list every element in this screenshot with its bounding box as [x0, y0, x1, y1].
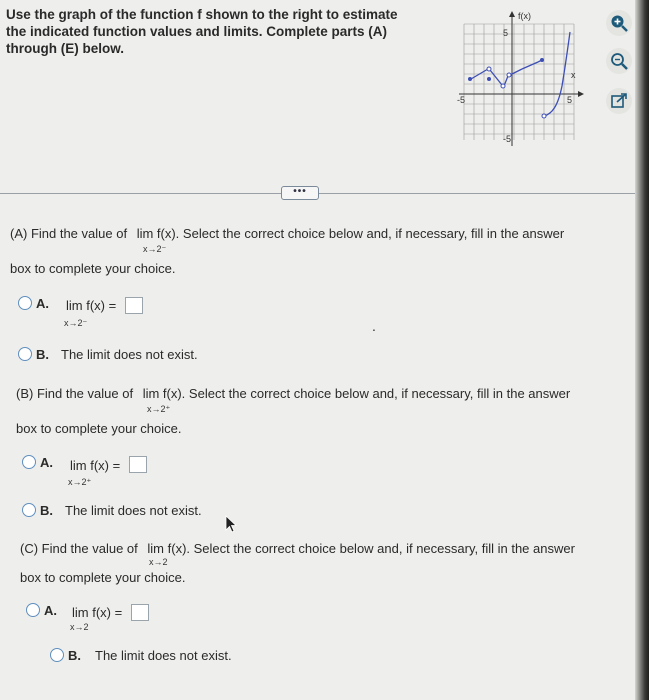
partC-option-b-text: The limit does not exist. [95, 648, 232, 663]
tick-label-bottom: -5 [503, 134, 512, 144]
partA-prompt-pre: (A) Find the value of [10, 226, 128, 241]
tick-label-top: 5 [503, 28, 509, 38]
zoom-out-icon[interactable] [606, 48, 632, 74]
partB-option-a-expr: lim f(x) = [70, 458, 121, 473]
expand-more-button[interactable]: ••• [281, 186, 319, 200]
partA-prompt-post: Select the correct choice below and, if necessary, fill in the answer [182, 226, 565, 241]
graph-grid [464, 24, 574, 140]
partB-prompt-lim: lim f(x). [142, 386, 186, 401]
right-edge-shadow [635, 0, 649, 700]
partB-prompt-sub: x→2⁺ [147, 404, 171, 414]
partB-prompt-line2: box to complete your choice. [16, 421, 182, 436]
partC-option-a-letter: A. [44, 603, 57, 618]
partB-option-b-radio[interactable] [22, 503, 36, 517]
partA-prompt-sub: x→2⁻ [143, 244, 167, 254]
partC-prompt [20, 541, 632, 557]
partB-option-b-text: The limit does not exist. [65, 503, 202, 518]
partC-prompt-post: Select the correct choice below and, if necessary, fill in the answer [193, 541, 575, 556]
open-external-icon[interactable] [606, 88, 632, 114]
partC-answer-box[interactable] [131, 604, 149, 621]
partC-option-a-sub: x→2 [70, 622, 89, 632]
y-axis-label: f(x) [518, 11, 531, 21]
x-axis-label: x [571, 70, 576, 80]
partC-option-a-radio[interactable] [26, 603, 40, 617]
tick-label-left: -5 [457, 95, 466, 105]
partA-option-b-text: The limit does not exist. [61, 347, 198, 362]
partA-answer-box[interactable] [125, 297, 143, 314]
partC-prompt-line2: box to complete your choice. [20, 570, 186, 585]
partB-prompt-post: Select the correct choice below and, if necessary, fill in the answer [188, 386, 571, 401]
partB-prompt-pre: (B) Find the value of [16, 386, 134, 401]
partB-answer-box[interactable] [129, 456, 147, 473]
partB-option-a-sub: x→2⁺ [68, 477, 92, 487]
partB-option-b-letter: B. [40, 503, 53, 518]
partC-option-b-radio[interactable] [50, 648, 64, 662]
partA-option-a-sub: x→2⁻ [64, 318, 88, 328]
zoom-in-icon[interactable] [606, 10, 632, 36]
partA-prompt-line2: box to complete your choice. [10, 261, 176, 276]
partC-option-b-letter: B. [68, 648, 81, 663]
partA-prompt [10, 226, 630, 242]
partA-option-a-radio[interactable] [18, 296, 32, 310]
partC-prompt-sub: x→2 [149, 557, 168, 567]
partA-option-b-radio[interactable] [18, 347, 32, 361]
partB-option-a-radio[interactable] [22, 455, 36, 469]
partC-option-a-expr: lim f(x) = [72, 605, 123, 620]
partB-prompt [16, 386, 631, 402]
partA-prompt-lim: lim f(x). [136, 226, 180, 241]
partA-option-a-letter: A. [36, 296, 49, 311]
mouse-cursor-icon [224, 514, 238, 534]
partA-option-a-expr: lim f(x) = [66, 298, 117, 313]
function-graph [454, 6, 584, 156]
tick-label-right: 5 [567, 95, 573, 105]
partB-option-a-letter: A. [40, 455, 53, 470]
partC-prompt-pre: (C) Find the value of [20, 541, 138, 556]
partC-prompt-lim: lim f(x). [147, 541, 191, 556]
instruction-text: Use the graph of the function f shown to the right to estimate the indicated function values and limits. Complete parts (A) through (E) below. [6, 7, 398, 56]
stray-dot: . [372, 318, 376, 334]
partA-option-b-letter: B. [36, 347, 49, 362]
